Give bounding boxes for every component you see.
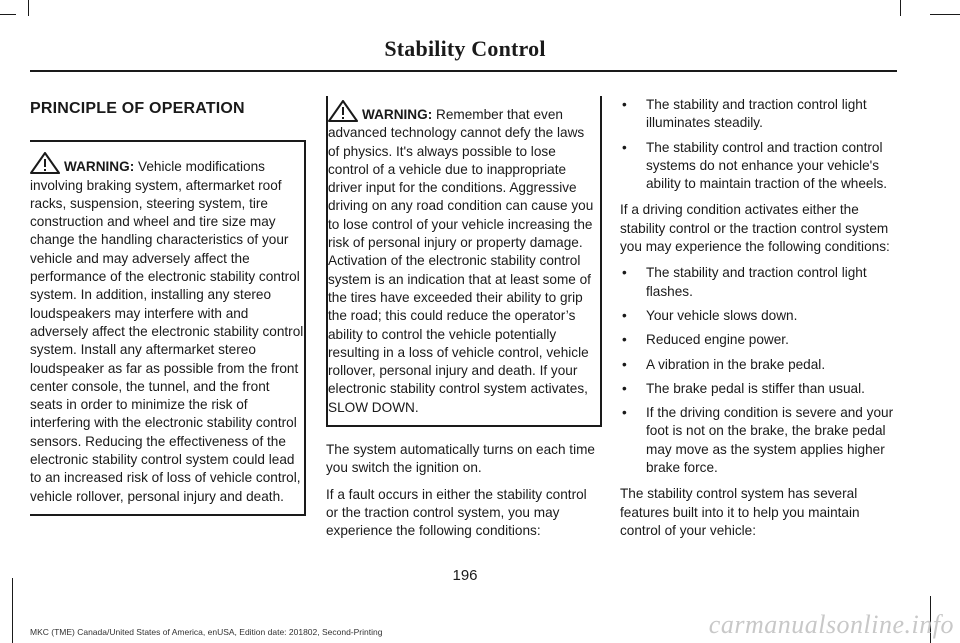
- section-heading: PRINCIPLE OF OPERATION: [30, 100, 245, 117]
- list-item: • Reduced engine power.: [620, 331, 896, 349]
- crop-mark: [0, 14, 16, 15]
- header-rule: [30, 70, 897, 72]
- fault-conditions-list: [620, 96, 896, 193]
- list-item: • The stability control and traction control systems do not enhance your vehicle's ability to maintain traction of the wheels.: [622, 139, 888, 192]
- warning-label: WARNING:: [64, 159, 135, 175]
- column-left: [30, 96, 306, 516]
- list-item: • The stability and traction control light flashes.: [622, 265, 867, 299]
- column-right: [620, 96, 896, 548]
- bullet: •: [622, 97, 627, 112]
- bullet: •: [622, 139, 627, 155]
- warning-text: Vehicle modifications involving braking system, aftermarket roof racks, suspension, steering system, tire construction and wheel and tire size may change the handling characteristics of your vehicle and may adversely affect the performance of the electronic stability control system. In addition, installing any stereo loudspeakers may interfere with and adversely affect the electronic stability control system. Install any aftermarket stereo loudspeaker as far as possible from the front center console, the tunnel, and the front seats in order to minimize the risk of interfering with the electronic stability control sensors. Reducing the effectiveness of the electronic stability control system could lead to an increased risk of loss of vehicle control, vehicle rollover, personal injury and death.: [30, 159, 304, 504]
- list-item: • If the driving condition is severe and your foot is not on the brake, the brake pedal may move as the system applies higher brake force.: [622, 405, 894, 476]
- warning-label: WARNING:: [362, 107, 433, 122]
- bullet: •: [622, 265, 627, 281]
- watermark: carmanualsonline.info: [708, 610, 954, 639]
- bullet: •: [622, 380, 627, 396]
- page-number: 196: [452, 567, 478, 584]
- warning-box-physics: [326, 96, 602, 427]
- warning-triangle-icon: [328, 100, 358, 122]
- crop-mark: [900, 0, 901, 16]
- bullet: •: [622, 356, 627, 372]
- paragraph-features: The stability control system has several features built into it to help you maintain control of your vehicle:: [620, 486, 860, 538]
- crop-mark: [28, 0, 29, 16]
- paragraph-activation: If a driving condition activates either the stability control or the traction control system you may experience the following conditions:: [620, 202, 890, 255]
- list-item: • Your vehicle slows down.: [620, 307, 896, 325]
- bullet: •: [622, 307, 627, 323]
- paragraph-auto-on: The system automatically turns on each time you switch the ignition on.: [326, 442, 595, 476]
- footer-edition-info: MKC (TME) Canada/United States of America, enUSA, Edition date: 201802, Second-Printing: [30, 627, 383, 637]
- column-middle: [326, 96, 602, 549]
- list-item: • The brake pedal is stiffer than usual.: [620, 380, 896, 398]
- paragraph-fault: If a fault occurs in either the stability control or the traction control system, you may experience the following conditions:: [326, 486, 587, 539]
- crop-mark: [930, 14, 960, 15]
- page-title: Stability Control: [384, 36, 546, 61]
- bullet: •: [622, 405, 627, 421]
- warning-triangle-icon: [30, 152, 60, 174]
- bullet: •: [622, 332, 627, 348]
- activation-conditions-list: [620, 264, 896, 477]
- list-item: • The stability and traction control light illuminates steadily.: [622, 97, 867, 131]
- warning-box-modifications: [30, 140, 306, 516]
- crop-mark: [12, 578, 13, 643]
- warning-text: Remember that even advanced technology cannot defy the laws of physics. It's always possible to lose control of a vehicle due to inappropriate driver input for the conditions. Aggressive driving on any road condition can cause you to lose control of your vehicle increasing the risk of personal injury or property damage. Activation of the electronic stability control system is an indication that at least some of the tires have exceeded their ability to grip the road; this could reduce the operator’s ability to control the vehicle potentially resulting in a loss of vehicle control, vehicle rollover, personal injury and death. If your electronic stability control system activates, SLOW DOWN.: [328, 107, 594, 415]
- list-item: • A vibration in the brake pedal.: [620, 356, 896, 374]
